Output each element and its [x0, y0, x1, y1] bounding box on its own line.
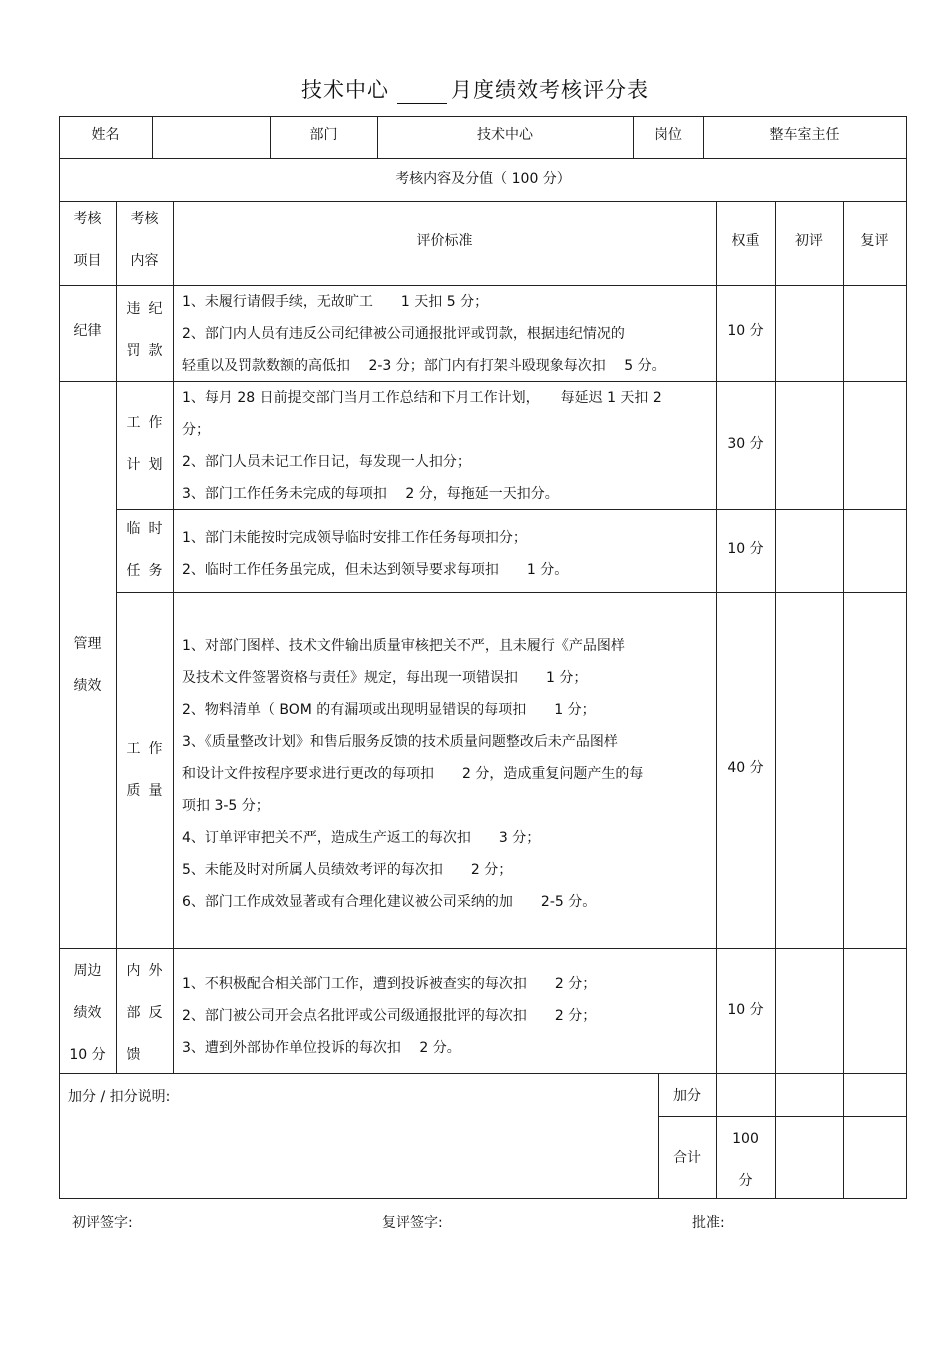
- review-signature-label: 复评签字:: [382, 1215, 443, 1231]
- row-content-temp: 临 时 任 务: [126, 521, 163, 579]
- dept-label: 部门: [309, 127, 338, 143]
- row-content-violation: 违 纪 罚 款: [126, 301, 163, 359]
- bonus-note-label: 加分 / 扣分说明:: [68, 1089, 171, 1105]
- row-content-plan: 工 作 计 划: [126, 415, 163, 473]
- row-weight-plan: 30 分: [727, 436, 764, 452]
- row-weight-temp: 10 分: [727, 541, 764, 557]
- col-header-item: 考核 项目: [73, 211, 102, 269]
- row-weight-feedback: 10 分: [727, 1002, 764, 1018]
- name-label: 姓名: [91, 127, 120, 143]
- col-header-review: 复评: [860, 233, 889, 249]
- col-header-criteria: 评价标准: [416, 233, 473, 249]
- row-criteria-feedback: 1、不积极配合相关部门工作，遭到投诉被查实的每次扣 2 分； 2、部门被公司开会点名批评或公司级通报批评的每次扣 2 分； 3、遭到外部协作单位投诉的每次扣 2 分。: [182, 976, 597, 1056]
- row-criteria-quality: 1、对部门图样、技术文件输出质量审核把关不严，且未履行《产品图样 及技术文件签署资格与责任》规定，每出现一项错误扣 1 分； 2、物料清单（ BOM 的有漏项或出现明显错误的每项扣 1 分； 3、《质量整改计划》和售后服务反馈的技术质量问题整改后未产品图样 和设计文件按程序要求进行更改的每项扣 2 分，造成重复问题产生的每 项扣 3-5 分； 4、订单评审把关不严，造成生产返工的每次扣 3 分； 5、未能及时对所属人员绩效考评的每次扣 2 分； 6、部门工作成效显著或有合理化建议被公司采纳的加 2-5 分。: [182, 638, 644, 910]
- page-title: [0, 74, 950, 104]
- total-label: 合计: [673, 1150, 701, 1166]
- title-suffix: 月度绩效考核评分表: [451, 78, 649, 102]
- col-header-first: 初评: [795, 233, 823, 249]
- post-label: 岗位: [654, 127, 682, 143]
- group-peripheral: 周边 绩效 10 分: [69, 963, 106, 1063]
- row-criteria-violation: 1、未履行请假手续，无故旷工 1 天扣 5 分； 2、部门内人员有违反公司纪律被公司通报批评或罚款，根据违纪情况的 轻重以及罚款数额的高低扣 2-3 分；部门内有打架斗殴现象每次扣 5 分。: [182, 294, 666, 374]
- row-criteria-temp: 1、部门未能按时完成领导临时安排工作任务每项扣分； 2、临时工作任务虽完成，但未达到领导要求每项扣 1 分。: [182, 530, 569, 578]
- row-weight-quality: 40 分: [727, 760, 764, 776]
- month-blank: [397, 83, 447, 104]
- group-management: 管理 绩效: [73, 636, 102, 694]
- row-weight-violation: 10 分: [727, 323, 764, 339]
- bonus-add-label: 加分: [673, 1087, 701, 1104]
- first-signature-label: 初评签字:: [72, 1215, 133, 1231]
- row-criteria-plan: 1、每月 28 日前提交部门当月工作总结和下月工作计划， 每延迟 1 天扣 2 分； 2、部门人员未记工作日记，每发现一人扣分； 3、部门工作任务未完成的每项扣 2 分，每拖延一天扣分。: [182, 390, 662, 502]
- post-value: 整车室主任: [769, 127, 840, 143]
- row-content-feedback: 内 外 部 反 馈: [126, 963, 163, 1063]
- col-header-weight: 权重: [731, 233, 760, 249]
- title-prefix: 技术中心: [301, 78, 389, 102]
- name-field[interactable]: [152, 116, 270, 152]
- section-header: 考核内容及分值（ 100 分）: [395, 171, 571, 187]
- approve-signature-label: 批准:: [692, 1215, 725, 1231]
- col-header-content: 考核 内容: [130, 211, 159, 269]
- dept-value: 技术中心: [477, 127, 533, 143]
- total-value: 100 分: [732, 1131, 759, 1189]
- group-discipline: 纪律: [73, 323, 102, 339]
- row-content-quality: 工 作 质 量: [126, 741, 163, 799]
